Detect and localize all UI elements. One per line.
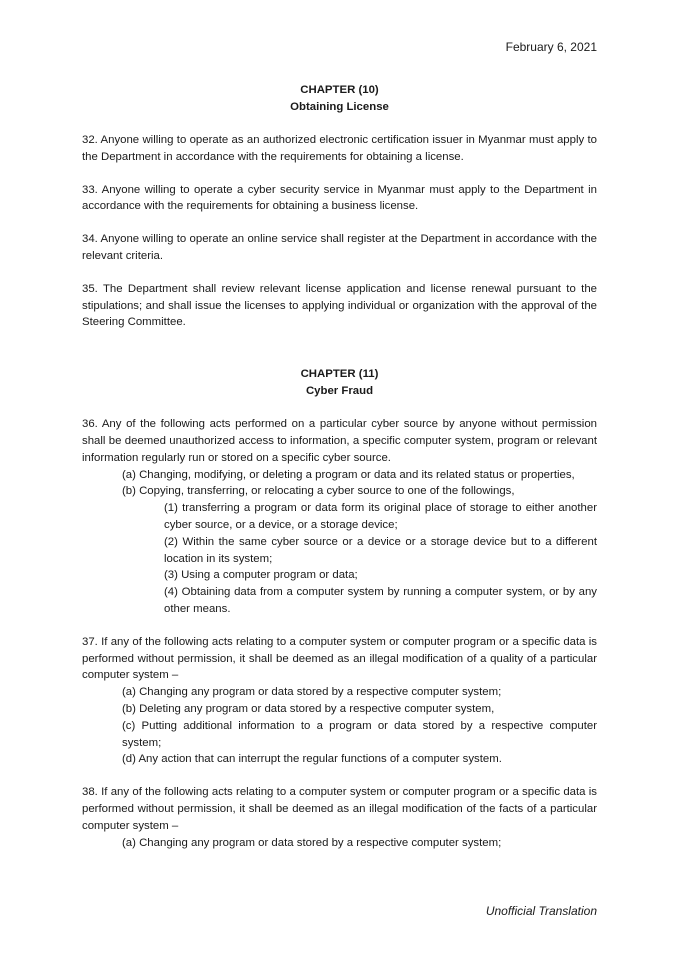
section-36-item-b4: (4) Obtaining data from a computer system by running a computer system, or by any other means. [164, 586, 597, 615]
section-36-item-b3: (3) Using a computer program or data; [164, 569, 358, 582]
section-36 [82, 416, 597, 618]
document-body [82, 82, 597, 851]
chapter-11-title: Cyber Fraud [305, 385, 374, 398]
section-35: 35. The Department shall review relevant license application and license renewal pursuant to the stipulations; and shall issue the licenses to applying individual or organization with the approval of the Steering Committee. [82, 282, 597, 329]
section-36-intro: 36. Any of the following acts performed on a particular cyber source by anyone without permission shall be deemed unauthorized access to information, a specific computer system, program or relevant information regularly run or stored on a specific cyber source. [82, 418, 597, 464]
chapter-10-number: CHAPTER (10) [300, 84, 379, 96]
section-38 [82, 784, 597, 851]
section-37-item-a: (a) Changing any program or data stored by a respective computer system; [122, 686, 502, 699]
chapter-10-title: Obtaining License [290, 101, 389, 113]
section-38-item-a: (a) Changing any program or data stored by a respective computer system; [122, 836, 502, 849]
section-37-intro: 37. If any of the following acts relating to a computer system or computer program or a specific data is performed without permission, it shall be deemed as an illegal modification of a quality of a particular computer system – [82, 635, 597, 682]
section-36-item-b1: (1) transferring a program or data form its original place of storage to either another cyber source, or a device, or a storage device; [164, 502, 597, 531]
section-36-item-b2: (2) Within the same cyber source or a device or a storage device but to a different location in its system; [164, 535, 597, 565]
section-36-item-a: (a) Changing, modifying, or deleting a program or data and its related status or properties, [122, 468, 575, 481]
footer-note: Unofficial Translation [485, 904, 597, 918]
section-37 [82, 634, 597, 768]
document-date: February 6, 2021 [505, 40, 597, 54]
section-37-item-b: (b) Deleting any program or data stored by a respective computer system, [122, 702, 495, 715]
section-37-item-d: (d) Any action that can interrupt the regular functions of a computer system. [122, 753, 502, 766]
section-38-intro: 38. If any of the following acts relating to a computer system or computer program or a specific data is performed without permission, it shall be deemed as an illegal modification of the facts of a particular computer system – [82, 786, 597, 832]
chapter-10-heading [82, 82, 597, 116]
section-36-item-b: (b) Copying, transferring, or relocating a cyber source to one of the followings, [122, 485, 515, 498]
section-34: 34. Anyone willing to operate an online service shall register at the Department in accordance with the relevant criteria. [82, 233, 597, 262]
section-33: 33. Anyone willing to operate a cyber security service in Myanmar must apply to the Department in accordance with the requirements for obtaining a business license. [82, 183, 597, 213]
section-37-item-c: (c) Putting additional information to a program or data stored by a respective computer system; [122, 719, 597, 749]
section-32: 32. Anyone willing to operate as an authorized electronic certification issuer in Myanmar must apply to the Department in accordance with the requirements for obtaining a license. [82, 134, 597, 163]
chapter-11-number: CHAPTER (11) [300, 368, 379, 381]
chapter-11-heading [82, 366, 597, 400]
